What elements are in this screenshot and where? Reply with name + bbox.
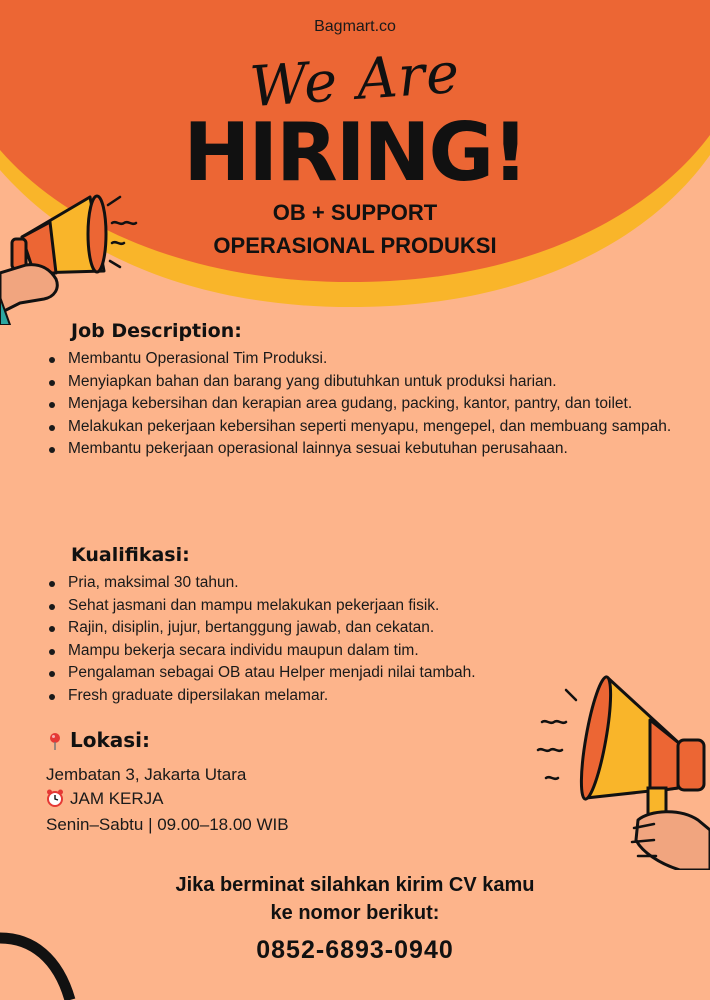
list-item: Pria, maksimal 30 tahun. <box>46 572 606 595</box>
work-hours-label: JAM KERJA <box>70 789 164 808</box>
list-item: Membantu Operasional Tim Produksi. <box>46 348 676 371</box>
work-hours: Senin–Sabtu | 09.00–18.00 WIB <box>46 815 289 834</box>
list-item: Menjaga kebersihan dan kerapian area gudang, packing, kantor, pantry, dan toilet. <box>46 393 676 416</box>
role-line-2: OPERASIONAL PRODUKSI <box>213 233 497 258</box>
qualifications-list <box>46 572 606 707</box>
job-description-list <box>46 348 676 461</box>
headline-main: HIRING! <box>183 106 527 199</box>
list-item: Rajin, disiplin, jujur, bertanggung jawab, dan cekatan. <box>46 617 606 640</box>
cta-line-2: ke nomor berikut: <box>270 902 440 924</box>
list-item: Menyiapkan bahan dan barang yang dibutuhkan untuk produksi harian. <box>46 371 676 394</box>
brand-name: Bagmart.co <box>314 18 396 35</box>
list-item: Membantu pekerjaan operasional lainnya sesuai kebutuhan perusahaan. <box>46 438 676 461</box>
work-hours-heading <box>46 789 164 809</box>
location-title: Lokasi: <box>70 728 151 752</box>
list-item: Fresh graduate dipersilakan melamar. <box>46 685 606 708</box>
qualifications-title: Kualifikasi: <box>71 544 190 566</box>
phone-number: 0852-6893-0940 <box>256 936 454 964</box>
list-item: Melakukan pekerjaan kebersihan seperti menyapu, mengepel, dan membuang sampah. <box>46 416 676 439</box>
location-heading <box>46 728 150 752</box>
headline-script: We Are <box>247 40 463 121</box>
list-item: Sehat jasmani dan mampu melakukan pekerjaan fisik. <box>46 595 606 618</box>
role-line-1: OB + SUPPORT <box>272 200 438 225</box>
cta-line-1: Jika berminat silahkan kirim CV kamu <box>175 874 535 896</box>
pin-icon <box>46 732 64 750</box>
location-address: Jembatan 3, Jakarta Utara <box>46 765 247 784</box>
list-item: Pengalaman sebagai OB atau Helper menjadi nilai tambah. <box>46 662 606 685</box>
alarm-clock-icon <box>46 789 64 807</box>
job-description-title: Job Description: <box>71 320 242 342</box>
list-item: Mampu bekerja secara individu maupun dalam tim. <box>46 640 606 663</box>
